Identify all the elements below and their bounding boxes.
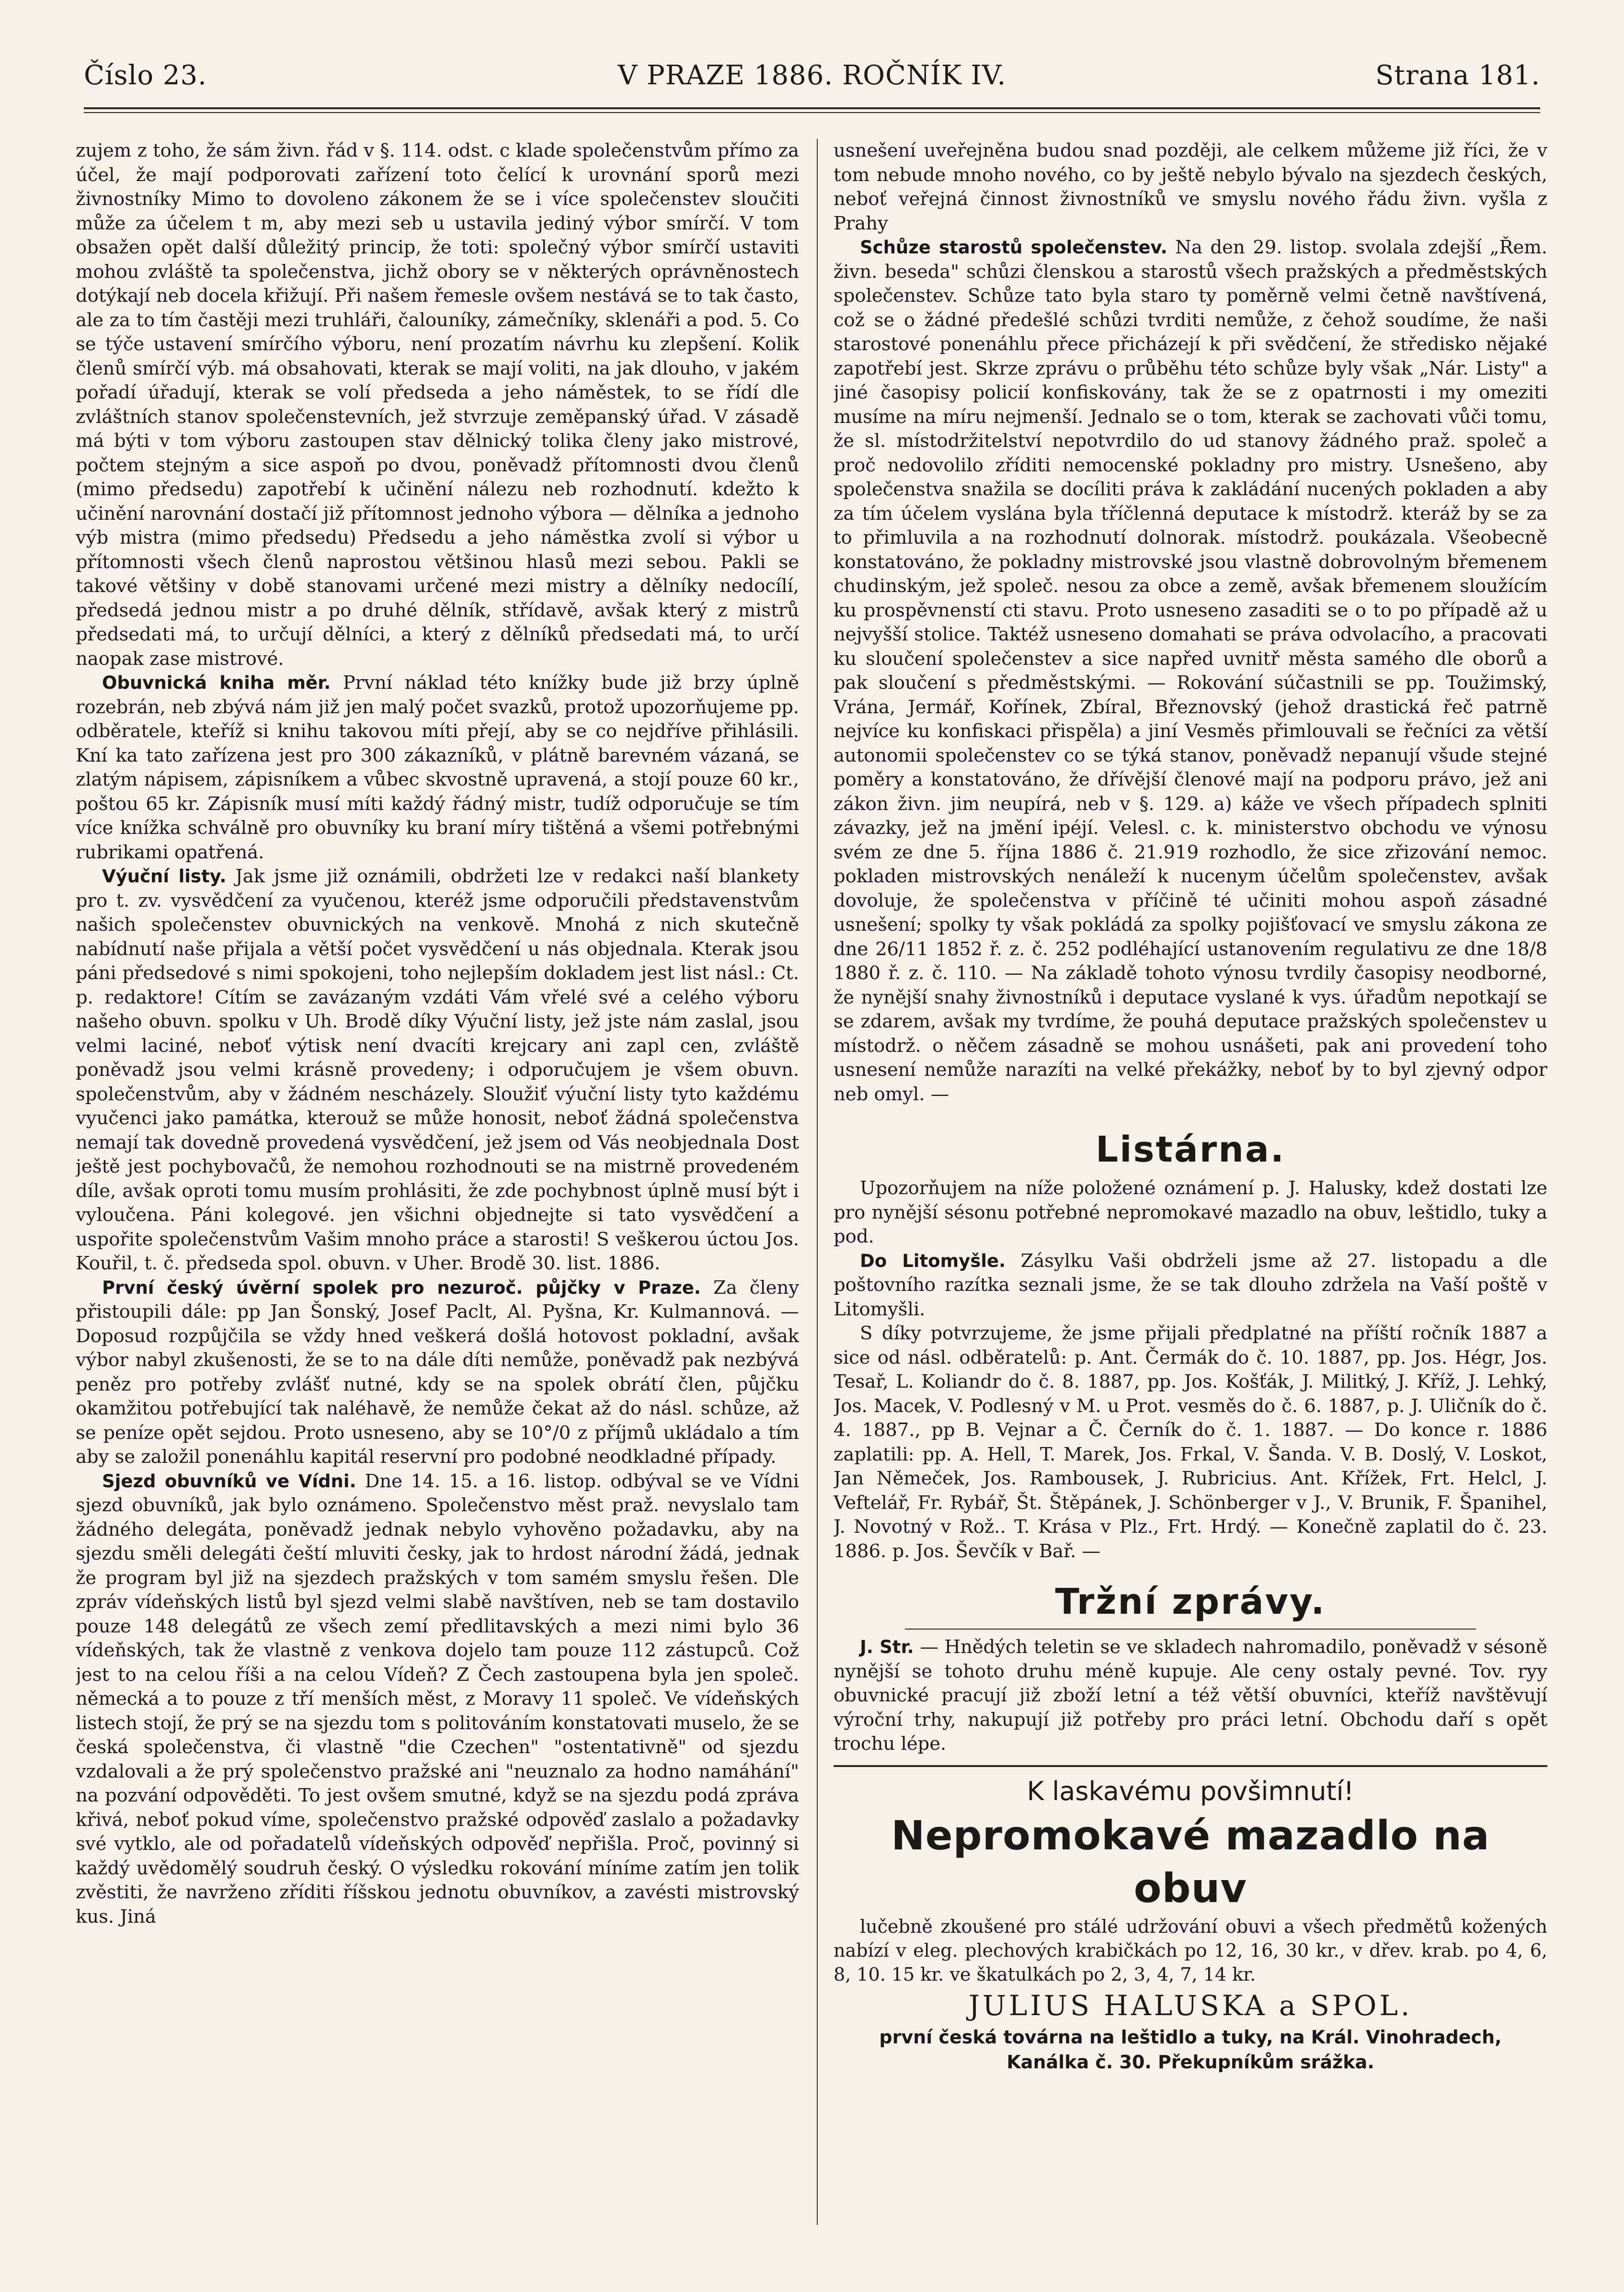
listarna-text: Zásylku Vaši obdrželi jsme až 27. listopadu a dle poštovního razítka seznali jsme, že se tak dlouho zdržela na Vaší poště v Litomyšli. [834,1250,1547,1320]
article-text: Jak jsme již oznámili, obdržeti lze v redakci naší blankety pro t. zv. vysvědčení za vyučenou, kteréž jsme odporučili představenstvům našich společenstev obuvnických na venkově. Mnohá z nich skutečně nabídnutí naše přijala a větší počet vysvědčení u nás objednala. Kterak jsou páni předsedové s nimi spokojeni, toho nejlepším dokladem jest list násl.: Ct. p. redaktore! Cítím se zavázaným vzdáti Vám vřelé své a celého výboru našeho obuvn. spolku v Uh. Brodě díky Výuční listy, jež jste nám zaslal, jsou velmi laciné, neboť výtisk není dvacíti krejcary ani zapl cen, zvláště poněvadž jsou velmi krásně provedeny; i odporučujem je všem obuvn. společenstvům, aby v žádném nescházely. Sloužiť výuční listy tyto každému vyučenci jako památka, kterouž se může honosit, neboť žádná společenstva nemají tak dovedně provedená vysvědčení, jež jsem od Vás neobjednala Dost ještě jest pochybovačů, že nemohou rozhodnouti se na mistrně provedeném díle, avšak oproti tomu musím prohlásiti, že zde pochybnost úplně musí být i vyloučena. Páni kolegové. jen všichni objednejte si tato vysvědčení a uspořite společenstvům Vašim mnoho práce a starosti! S veškerou úctou Jos. Kouřil, t. č. předseda spol. obuvn. v Uher. Brodě 30. list. 1886. [76,866,799,1274]
article-sjezd-continued: usnešení uveřejněna budou snad později, ale celkem můžeme již říci, že v tom nebude mnoho nového, co by ještě nebylo bývalo na sjezdech českých, neboť veřejná činnost živnostníků ve smyslu nového řádu živn. vyšla z Prahy [834,140,1547,234]
advertisement [834,1765,1547,2075]
market-heading: J. Str. [860,1637,914,1657]
article-heading: Sjezd obuvníků ve Vídni. [102,1471,356,1492]
right-column [834,139,1547,2235]
article-text: Za členy přistoupili dále: pp Jan Šonský, Josef Paclt, Al. Pyšna, Kr. Kulmannová. — Doposud rozpůjčila se vždy hned veškerá došlá hotovost pokladní, avšak výbor nabyl zkušenosti, že se to na dále díti nemůže, poněvadž pak nezbývá peněz pro potřeby zvlášť nutné, kdy se na spolek obrátí člen, půjčku okamžitou potřebující tak naléhavě, že nemůže čekat až do násl. schůze, až se peníze opět sejdou. Proto usneseno, aby se 10°/0 z příjmů ukládalo a tím aby se založil ponenáhlu kapitál reservní pro podobné neodkladné případy. [76,1277,799,1468]
article-heading: Výuční listy. [102,866,227,887]
article-sjezd-viden [76,1470,799,1929]
article-heading: Obuvnická kniha měr. [102,673,331,693]
masthead-title: V PRAZE 1886. ROČNÍK IV. [618,60,1006,91]
column-divider [817,139,818,2225]
article-uverni-spolek [76,1276,799,1470]
ad-body: lučebně zkoušené pro stálé udržování obuvi a všech předmětů kožených nabízí v eleg. plechových krabičkách po 12, 16, 30 kr., v dřev. krab. po 4, 6, 8, 10. 15 kr. ve škatulkách po 2, 3, 4, 7, 14 kr. [834,1916,1547,1985]
article-heading: První český úvěrní spolek pro nezuroč. půjčky v Praze. [102,1277,701,1298]
listarna-subscriptions: S díky potvrzujeme, že jsme přijali předplatné na příští ročník 1887 a sice od násl. odběratelů: p. Ant. Čermák do č. 10. 1887, pp. Jos. Hégr, Jos. Tesař, L. Koliandr do č. 8. 1887, pp. Jos. Košťák, J. Militký, J. Kříž, J. Lehký, Jos. Macek, V. Podlesný v M. u Prot. vesměs do č. 6. 1887, p. J. Uličník do č. 4. 1887., pp B. Vejnar a Č. Černík do č. 1. 1887. — Do konce r. 1886 zaplatili: pp. A. Hell, T. Marek, Jos. Frkal, V. Šanda. V. B. Doslý, V. Loskot, Jan Němeček, Jos. Rambousek, J. Rubricius. Ant. Křížek, Frt. Helcl, J. Veftelář, Fr. Rybář, Št. Štěpánek, J. Schönberger v J., V. Brunik, F. Španihel, J. Novotný v Rož.. T. Krása v Plz., Frt. Hrdý. — Konečně zaplatil do č. 23. 1886. p. Jos. Ševčík v Bař. — [834,1323,1547,1562]
article-heading: Schůze starostů společenstev. [860,237,1167,258]
market-report [834,1635,1547,1756]
left-column [76,139,799,2235]
header-rule-thin [84,112,1540,113]
page-header [84,50,1540,103]
ad-description-line1: první česká továrna na leštidlo a tuky, na Král. Vinohradech, [879,2026,1502,2048]
page-number: Strana 181. [1375,60,1540,91]
issue-number: Číslo 23. [84,60,207,91]
header-rule [84,107,1540,109]
article-vyucni-listy [76,865,799,1276]
listarna-litomysl [834,1249,1547,1322]
market-text: — Hnědých teletin se ve skladech nahromadilo, poněvadž v sésoně nynější se tohoto druhu méně kupuje. Ale ceny ostaly pevné. Tov. ryy obuvnické pracují již zboží letní a též větší obuvníci, kteříž navštěvují výroční trhy, nakupují již potřeby pro práci letní. Obchodu daří s opět trochu lépe. [834,1636,1547,1755]
ad-company-name: JULIUS HALUSKA a SPOL. [968,1989,1413,2022]
title-rule [905,1629,1476,1630]
listarna-heading: Do Litomyšle. [860,1250,1006,1271]
ad-title: Nepromokavé mazadlo na obuv [891,1812,1490,1912]
article-schuze-starostu [834,236,1547,1106]
listarna-notice: Upozorňujem na níže položené oznámení p. J. Halusky, kdež dostati lze pro nynější sésonu potřebné nepromokavé mazadlo na obuv, leštidlo, tuky a pod. [834,1177,1547,1247]
section-title-listarna: Listárna. [1095,1129,1286,1170]
section-title-trzni-zpravy: Tržní zprávy. [1055,1581,1326,1622]
article-text: Na den 29. listop. svolala zdejší „Řem. živn. beseda" schůzi členskou a starostů všech pražských a předměstských společenstev. Schůze tato byla staro ty poměrně velmi četně navštívená, což se o žádné předešlé schůzi tvrditi nemůže, z čehož soudíme, že naši starostové ponenáhlu přece přicházejí k při svědčení, že středisko nějaké zapotřebí jest. Skrze zprávu o průběhu této schůze byly však „Nár. Listy" a jiné časopisy policií konfiskovány, tak že se z opatrnosti i my omeziti musíme na míru nejmenší. Jednalo se o tom, kterak se zachovati vůči tomu, že sl. místodržitelství nepotvrdilo do ud stanovy žádného praž. společ a proč nedovolilo zříditi nemocenské pokladny pro mistry. Usnešeno, aby společenstva snažila se docíliti práva k zakládání nucených pokladen a aby za tím účelem vyslána byla tříčlenná deputace k místodrž. kteráž by se za to přimluvila a na rozhodnutí dolnorak. místodrž. poukázala. Všeobecně konstatováno, že pokladny mistrovské jsou vlastně dobrovolným břemenem chudinským, jež společ. nesou za obce a země, avšak břemenem sloužícím ku prospěvnenstí cti stavu. Proto usneseno zasaditi se o to po případě až u nejvyšší stolice. Taktéž usneseno domahati se práva odvolacího, a pracovati ku sloučení společenstev a sice napřed uvnitř města samého dle oborů a pak sloučení s předměstskými. — Rokování súčastnili se pp. Toužimský, Vrána, Jermář, Kořínek, Zbíral, Březnovský (jehož drastická řeč patrně nejvíce ku konfiskaci přispěla) a jiní Vesměs přimlouvali se řečníci za větší autonomii společenstev co se týká stanov, poněvadž nepanují všude stejné poměry a konstatováno, že dřívější členové mají na podporu právo, jež ani zákon živn. jim neupírá, neb v §. 129. a) káže ve všech případech splniti závazky, jež na jmění ipéjí. Velesl. c. k. ministerstvo obchodu ve výnosu svém ze dne 5. října 1886 č. 21.919 rozhodlo, že sice zřizování nemoc. pokladen mistrovských nenáleží k nucenym účelům společenstev, avšak dovoluje, že společenstva v příčině té učiniti mohou aspoň zásadné usnešení; spolky ty však pokládá za spolky pojišťovací ve smyslu zákona ze dne 26/11 1852 ř. z. č. 252 podléhající ustanovením regulativu ze dne 18/8 1880 ř. z. č. 110. — Na základě tohoto výnosu tvrdily časopisy neodborné, že nynější snahy živnostníků i deputace vyslané k vys. úřadům nepotkají se se zdarem, avšak my tvrdíme, že pouhá deputace pražských společenstev u místodrž. o něčem zásadně se mohou usnášeti, pak ani provedení toho usnesení nemůže narazíti na velké překážky, neboť by to byl zjevný odpor neb omyl. — [834,237,1547,1105]
ad-description-line2: Kanálka č. 30. Překupníkům srážka. [1006,2051,1374,2073]
article-text: Dne 14. 15. a 16. listop. odbýval se ve Vídni sjezd obuvníků, jak bylo oznámeno. Společenstvo měst praž. nevyslalo tam žádného delegáta, poněvadž jednak nebylo vyhověno požadavku, aby na sjezdu směli delegáti čeští mluviti česky, jak to hrdost národní žádá, jednak že program byl již na sjezdech pražských v tom samém smyslu řešen. Dle zpráv vídeňských listů byl sjezd velmi slabě navštíven, neb se tam dostavilo pouze 148 delegátů ze všech zemí předlitavských a mezi nimi bylo 36 vídeňských, tak že vlastně z venkova dojelo tam pouze 112 zástupců. Což jest to na celou říši a na celou Vídeň? Z Čech zastoupena byla jen společ. německá a to pouze z tří menších měst, z Moravy 11 společ. Ve vídeňských listech stojí, že prý se na sjezdu tom s politováním konstatovati muselo, že se česká společenstva, či vlastně "die Czechen" "ostentativně" od sjezdu vzdalovali a že prý společenstvo pražské ani "neuznalo za hodno namáhání" na pozvání odpověděti. To jest ovšem smutné, když se na sjezdu podá zpráva křivá, neboť pokud víme, společenstvo pražské odpověď zaslalo a požadavky své vytklo, ale od pořadatelů vídeňských odpověď nepřišla. Proč, povinný si každý uvědomělý soudruh český. O výsledku rokování míníme zatím jen tolik zvěstiti, že navrženo zříditi říšskou jednotu obuvníkov, a zavésti mistrovský kus. Jiná [76,1470,799,1927]
article-smirci-vybor: zujem z toho, že sám živn. řád v §. 114. odst. c klade společenstvům přímo za účel, že mají podporovati zařízení toto čelící k urovnání sporů mezi živnostníky Mimo to dovoleno zákonem že se i více společenstev sloučiti může za účelem t m, aby mezi seb u ustavila jediný výbor smírčí. V tom obsažen opět další důležitý princip, že toti: společný výbor smírčí ustaviti mohou zvláště ta společenstva, jichž obory se v některých oprávněnostech dotýkají neb docela křižují. Při našem řemesle ovšem nestává se to tak často, ale za to tím častěji mezi truhláři, čalouníky, zámečníky, sklenáři a pod. 5. Co se týče ustavení smírčího výboru, není prozatím návrhu ku zlepšení. Kolik členů smírčí výb. má obsahovati, kterak se mají voliti, na jak dlouho, v jakém pořadí úřadují, kterak se volí předseda a jeho náměstek, to se řídí dle zvláštních stanov společenstevních, jež stvrzuje zeměpanský úřad. V zásadě má býti v tom výboru zastoupen stav dělnický tolika členy jako mistrové, počtem stejným a sice aspoň po dvou, poněvadž přítomnosti dvou členů (mimo předsedu) zapotřebí k učinění nálezu neb rozhodnutí. kdežto k učinění narovnání dostačí již přítomnost jednoho výbora — dělníka a jednoho výb mistra (mimo předsedu) Předsedu a jeho náměstka zvolí si výbor u přítomnosti všech členů naprostou většinou hlasů mezi sebou. Pakli se takové většiny v době stanovami určené mezi mistry a dělníky nedocílí, předsedá jednou mistr a po druhé dělník, střídavě, avšak který z mistrů předsedati má, to určují dělníci, a který z dělníků předsedati má, to určí naopak zase mistrové. [76,140,799,670]
ad-subtitle: K laskavému povšimnutí! [1027,1776,1354,1806]
article-kniha-mer [76,671,799,865]
article-text: První náklad této knížky bude již brzy úplně rozebrán, neb zbývá nám již jen malý počet svazků, protož upozorňujeme pp. odběratele, kteříž si knihu takovou míti přejí, aby se co nejdříve přihlásili. Kní ka tato zařízena jest pro 300 zákazníků, v plátně barevném vázaná, se zlatým nápisem, zápisníkem a vůbec skvostně upravená, a stojí pouze 60 kr., poštou 65 kr. Zápisník musí míti každý řádný mistr, tudíž odporučuje se tím více knížka schválně pro obuvníky ku braní míry tištěná a všemi potřebnými rubrikami opatřená. [76,672,799,863]
